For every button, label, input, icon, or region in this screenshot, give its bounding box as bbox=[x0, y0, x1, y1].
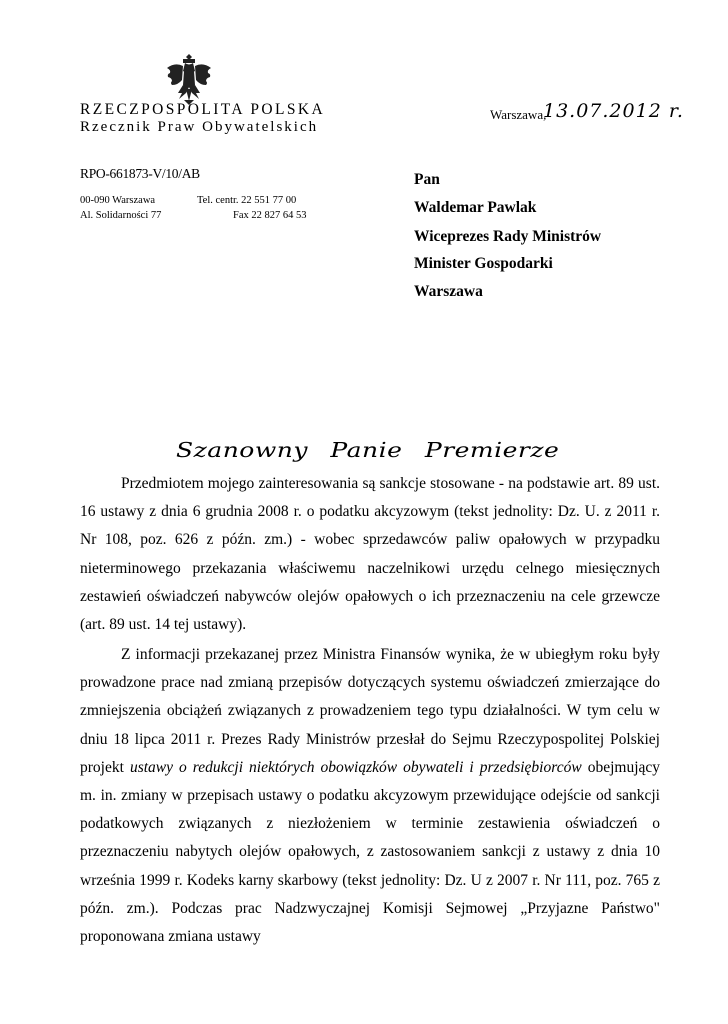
polish-eagle-emblem-icon bbox=[165, 52, 213, 106]
address-postal: 00-090 Warszawa bbox=[80, 195, 156, 206]
paragraph-2-bill-title: ustawy o redukcji niektórych obowiązków obywateli i przedsiębiorców bbox=[129, 758, 582, 776]
paragraph-1 bbox=[80, 470, 660, 639]
fax-number: Fax 22 827 64 53 bbox=[233, 210, 307, 221]
paragraph-1-text: Przedmiotem mojego zainteresowania są sankcje stosowane - na podstawie art. 89 ust. 16 ustawy z dnia 6 grudnia 2008 r. o podatku akcyzowym (tekst jednolity: Dz. U. z 2011 r. Nr 108, poz. 626 z późn. zm.) - wobec sprzedawców paliw opałowych w przypadku nieterminowego przekazania właściwemu naczelnikowi urzędu celnego miesięcznych zestawień oświadczeń nabywców olejów opałowych o ich przeznaczeniu na cele grzewcze (art. 89 ust. 14 tej ustawy). bbox=[80, 475, 660, 634]
handwritten-greeting: Szanowny Panie Premierze bbox=[176, 438, 560, 462]
paragraph-2-text-a: Z informacji przekazanej przez Ministra Finansów wynika, że w ubiegłym roku były prowadzone prace nad zmianą przepisów dotyczących systemu oświadczeń zmierzające do zmniejszenia obciążeń związanych z prowadzeniem tego typu działalności. W tym celu w dniu 18 lipca 2011 r. Prezes Rady Ministrów przesłał do Sejmu Rzeczypospolitej Polskiej projekt bbox=[80, 646, 660, 776]
paragraph-2-text-b: obejmujący m. in. zmiany w przepisach ustawy o podatku akcyzowym przewidujące odejście od sankcji podatkowych związanych z niezłożeniem w terminie zestawienia oświadczeń o przeznaczeniu nabytych olejów opałowych, z zastosowaniem sankcji z ustawy z dnia 10 września 1999 r. Kodeks karny skarbowy (tekst jednolity: Dz. U z 2007 r. Nr 111, poz. 765 z późn. zm.). Podczas prac Nadzwyczajnej Komisji Sejmowej „Przyjazne Państwo" proponowana zmiana ustawy bbox=[80, 758, 661, 946]
institution-office: Rzecznik Praw Obywatelskich bbox=[80, 119, 319, 135]
recipient-salutation: Pan bbox=[414, 171, 440, 188]
recipient-title-1: Wiceprezes Rady Ministrów bbox=[414, 228, 602, 245]
handwritten-date: 13.07.2012 r. bbox=[543, 100, 684, 122]
recipient-city: Warszawa bbox=[414, 283, 483, 300]
recipient-title-2: Minister Gospodarki bbox=[414, 255, 553, 272]
address-street: Al. Solidarności 77 bbox=[80, 210, 162, 221]
paragraph-2 bbox=[80, 641, 660, 951]
recipient-name: Waldemar Pawlak bbox=[414, 199, 537, 216]
institution-name: RZECZPOSPOLITA POLSKA bbox=[80, 101, 326, 118]
phone-number: Tel. centr. 22 551 77 00 bbox=[197, 195, 297, 206]
date-place: Warszawa, bbox=[490, 107, 547, 122]
reference-number: RPO-661873-V/10/AB bbox=[80, 166, 200, 181]
